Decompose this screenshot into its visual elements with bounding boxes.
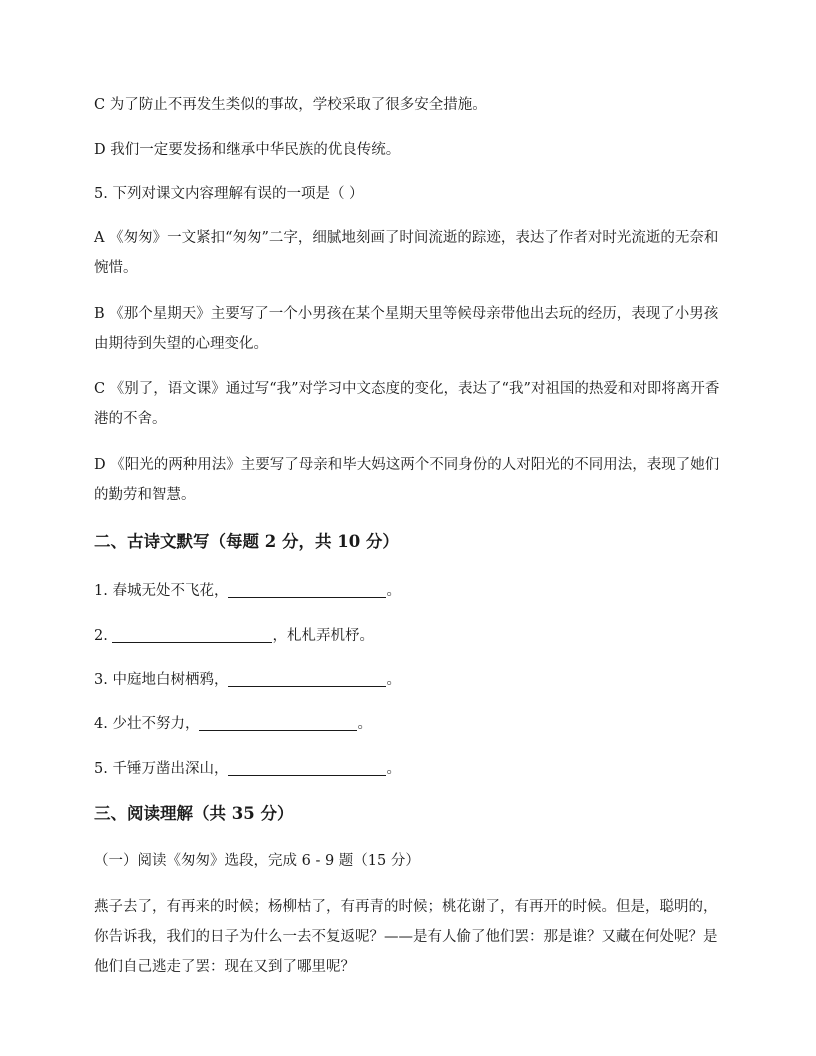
question-5: 5. 下列对课文内容理解有误的一项是（ ） <box>94 186 364 202</box>
poem-q1-prefix: 1. 春城无处不飞花， <box>94 583 229 599</box>
section-2-heading: 二、古诗文默写（每题 2 分，共 10 分） <box>94 532 399 551</box>
option-c-sentence: C 为了防止不再发生类似的事故，学校采取了很多安全措施。 <box>94 97 487 113</box>
reading-subsection-1: （一）阅读《匆匆》选段，完成 6 - 9 题（15 分） <box>94 853 420 869</box>
poem-question-2 <box>94 621 724 651</box>
poem-question-5 <box>94 754 724 784</box>
poem-q4-suffix: 。 <box>357 716 372 732</box>
option-d-sentence: D 我们一定要发扬和继承中华民族的优良传统。 <box>94 142 401 158</box>
poem-q2-suffix: ，札札弄机杼。 <box>272 628 374 644</box>
poem-q4-prefix: 4. 少壮不努力， <box>94 716 200 732</box>
section-3-heading: 三、阅读理解（共 35 分） <box>94 804 294 823</box>
poem-question-3 <box>94 665 724 695</box>
reading-passage: 燕子去了，有再来的时候；杨柳枯了，有再青的时候；桃花谢了，有再开的时候。但是，聪明的，你告诉我，我们的日子为什么一去不复返呢？——是有人偷了他们罢：那是谁？又藏在何处呢？是他们自己逃走了罢：现在又到了哪里呢？ <box>94 899 718 975</box>
question-5-option-c: C 《别了，语文课》通过写“我”对学习中文态度的变化，表达了“我”对祖国的热爱和对即将离开香港的不舍。 <box>94 381 720 427</box>
poem-q5-prefix: 5. 千锤万凿出深山， <box>94 761 229 777</box>
question-5-option-a: A 《匆匆》一文紧扣“匆匆”二字，细腻地刻画了时间流逝的踪迹，表达了作者对时光流逝的无奈和惋惜。 <box>94 230 719 276</box>
poem-q1-suffix: 。 <box>386 583 401 599</box>
poem-question-4 <box>94 709 724 739</box>
fill-blank-1[interactable] <box>228 581 386 598</box>
question-5-option-b: B 《那个星期天》主要写了一个小男孩在某个星期天里等候母亲带他出去玩的经历，表现了小男孩由期待到失望的心理变化。 <box>94 306 719 352</box>
fill-blank-3[interactable] <box>228 670 386 687</box>
fill-blank-4[interactable] <box>199 714 357 731</box>
fill-blank-2[interactable] <box>112 626 272 643</box>
poem-q3-suffix: 。 <box>386 672 401 688</box>
question-5-option-d: D 《阳光的两种用法》主要写了母亲和毕大妈这两个不同身份的人对阳光的不同用法，表现了她们的勤劳和智慧。 <box>94 457 720 503</box>
fill-blank-5[interactable] <box>228 759 386 776</box>
poem-q2-prefix: 2. <box>94 628 113 644</box>
poem-question-1 <box>94 576 724 606</box>
poem-q3-prefix: 3. 中庭地白树栖鸦， <box>94 672 229 688</box>
poem-q5-suffix: 。 <box>386 761 401 777</box>
